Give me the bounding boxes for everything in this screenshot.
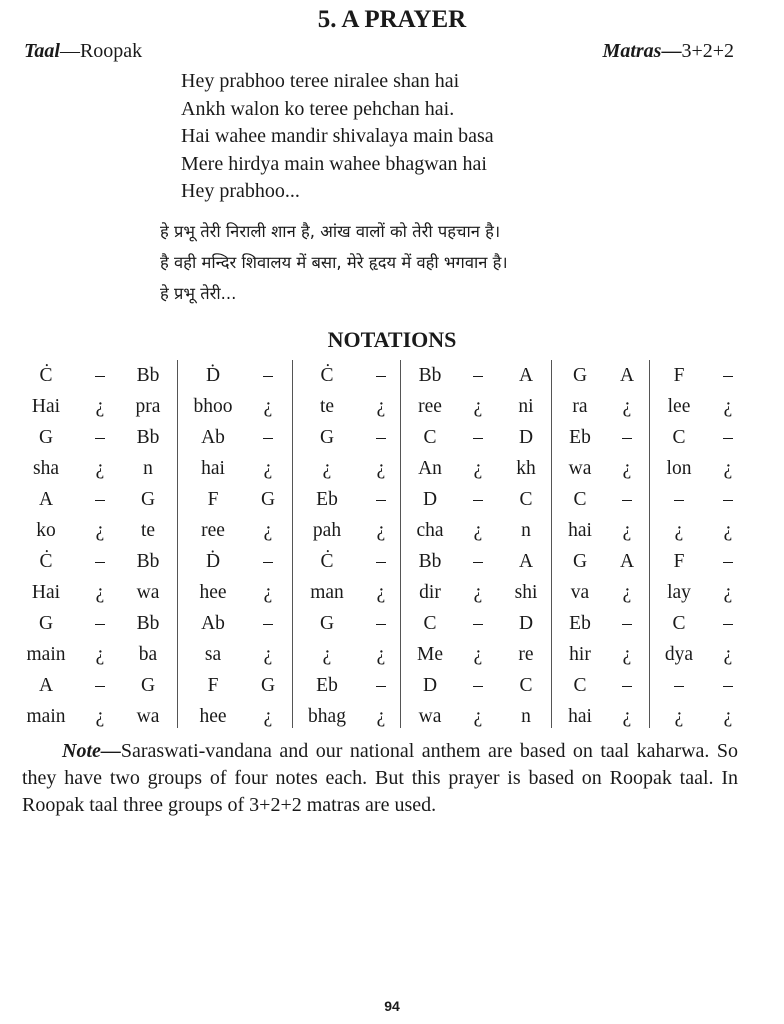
note-cell: Ḋ	[205, 551, 221, 572]
note-cell: –	[263, 427, 273, 448]
syllable-cell: ¿	[473, 582, 483, 603]
note-cell: –	[376, 551, 386, 572]
syllable-cell: main	[26, 644, 66, 665]
note-cell: Eb	[316, 489, 338, 510]
note-cell: F	[673, 551, 685, 572]
note-cell: –	[376, 427, 386, 448]
syllable-cell: man	[310, 582, 344, 603]
syllable-cell: ¿	[622, 396, 632, 417]
note-cell: Bb	[418, 551, 442, 572]
note-cell: –	[723, 489, 733, 510]
syllable-cell: ¿	[473, 458, 483, 479]
note-cell: –	[376, 365, 386, 386]
note-cell: C	[672, 427, 686, 448]
note-cell: –	[674, 489, 684, 510]
lyric-line: Hai wahee mandir shivalaya main basa	[181, 125, 494, 147]
syllable-cell: ¿	[723, 458, 733, 479]
note-cell: G	[572, 365, 588, 386]
note-cell: –	[263, 365, 273, 386]
page-title: 5. A PRAYER	[317, 6, 467, 33]
note-cell: G	[319, 427, 335, 448]
syllable-cell: ¿	[622, 520, 632, 541]
syllable-cell: main	[26, 706, 66, 727]
note-cell: C	[672, 613, 686, 634]
note-cell: Bb	[136, 613, 160, 634]
note-cell: A	[38, 675, 54, 696]
syllable-cell: pra	[135, 396, 161, 417]
syllable-cell: wa	[568, 458, 592, 479]
syllable-cell: n	[521, 520, 531, 541]
syllable-cell: ¿	[376, 706, 386, 727]
syllable-cell: ¿	[95, 396, 105, 417]
note-cell: –	[473, 365, 483, 386]
note-cell: –	[95, 551, 105, 572]
syllable-cell: ¿	[263, 458, 273, 479]
syllable-cell: te	[319, 396, 335, 417]
syllable-cell: hee	[199, 706, 227, 727]
syllable-cell: ¿	[622, 458, 632, 479]
note-cell: G	[140, 489, 156, 510]
syllable-cell: lee	[667, 396, 691, 417]
note-cell: C	[573, 489, 587, 510]
note-cell: –	[473, 551, 483, 572]
taal-value: Roopak	[79, 40, 143, 62]
syllable-cell: wa	[136, 582, 160, 603]
note-cell: A	[518, 551, 534, 572]
note-cell: G	[140, 675, 156, 696]
note-cell: –	[622, 613, 632, 634]
note-cell: –	[674, 675, 684, 696]
syllable-cell: hee	[199, 582, 227, 603]
syllable-cell: ¿	[473, 644, 483, 665]
syllable-cell: ¿	[376, 458, 386, 479]
note-cell: D	[518, 613, 534, 634]
syllable-cell: ¿	[263, 644, 273, 665]
syllable-cell: ¿	[95, 582, 105, 603]
syllable-cell: ¿	[376, 396, 386, 417]
syllable-cell: ¿	[376, 520, 386, 541]
note-cell: –	[473, 613, 483, 634]
syllable-cell: shi	[514, 582, 538, 603]
note-cell: Eb	[569, 427, 591, 448]
syllable-cell: Hai	[31, 582, 61, 603]
syllable-cell: Me	[417, 644, 443, 665]
syllable-cell: ba	[138, 644, 158, 665]
lyrics-hindi	[160, 216, 508, 309]
syllable-cell: n	[143, 458, 153, 479]
syllable-cell: lon	[666, 458, 692, 479]
note-cell: Ċ	[320, 365, 334, 386]
note-cell: Ab	[201, 613, 225, 634]
note-cell: –	[723, 613, 733, 634]
syllable-cell: ¿	[376, 582, 386, 603]
note-cell: Ċ	[320, 551, 334, 572]
note-cell: Bb	[136, 427, 160, 448]
note-cell: –	[622, 427, 632, 448]
syllable-cell: re	[518, 644, 534, 665]
lyric-line: Mere hirdya main wahee bhagwan hai	[181, 152, 487, 175]
note-cell: –	[622, 489, 632, 510]
syllable-cell: sa	[204, 644, 222, 665]
note-cell: G	[319, 613, 335, 634]
matras-label	[603, 40, 734, 63]
note-cell: –	[263, 613, 273, 634]
syllable-cell: ¿	[95, 458, 105, 479]
syllable-cell: ¿	[622, 706, 632, 727]
syllable-cell: bhoo	[193, 396, 233, 417]
note-cell: A	[619, 551, 635, 572]
note-cell: –	[376, 489, 386, 510]
note-cell: –	[95, 489, 105, 510]
note-paragraph	[22, 738, 738, 819]
lyrics-english	[181, 68, 494, 206]
syllable-cell: lay	[667, 582, 691, 603]
syllable-cell: ree	[201, 520, 225, 541]
syllable-cell: bhag	[308, 706, 346, 727]
note-cell: G	[38, 427, 54, 448]
syllable-cell: ¿	[263, 520, 273, 541]
note-cell: –	[622, 675, 632, 696]
note-cell: D	[422, 489, 438, 510]
syllable-cell: ree	[418, 396, 442, 417]
syllable-cell: ¿	[322, 644, 332, 665]
syllable-cell: ¿	[674, 706, 684, 727]
note-cell: –	[473, 489, 483, 510]
notations-heading: NOTATIONS	[327, 327, 457, 352]
syllable-cell: ¿	[376, 644, 386, 665]
syllable-cell: pah	[312, 520, 342, 541]
note-cell: Eb	[569, 613, 591, 634]
note-cell: C	[519, 489, 533, 510]
taal-sep: —	[59, 40, 80, 62]
note-cell: –	[723, 365, 733, 386]
notation-table	[0, 360, 784, 730]
note-cell: A	[38, 489, 54, 510]
syllable-cell: ¿	[95, 520, 105, 541]
note-cell: Ċ	[39, 365, 53, 386]
syllable-cell: ¿	[263, 706, 273, 727]
note-cell: –	[95, 675, 105, 696]
syllable-cell: ¿	[723, 582, 733, 603]
syllable-cell: ni	[518, 396, 534, 417]
taal-key: Taal	[24, 40, 60, 62]
note-cell: F	[207, 489, 219, 510]
syllable-cell: ¿	[263, 582, 273, 603]
page-number: 94	[384, 998, 400, 1014]
syllable-cell: ¿	[723, 396, 733, 417]
syllable-cell: te	[140, 520, 156, 541]
note-cell: C	[423, 613, 437, 634]
note-cell: –	[376, 675, 386, 696]
hindi-line: हे प्रभू तेरी निराली शान है, आंख वालों को तेरी पहचान है।	[160, 222, 501, 241]
syllable-cell: va	[570, 582, 590, 603]
note-cell: –	[723, 551, 733, 572]
note-cell: Ab	[201, 427, 225, 448]
syllable-cell: ¿	[95, 644, 105, 665]
taal-label	[24, 40, 142, 63]
note-cell: Bb	[418, 365, 442, 386]
syllable-cell: ¿	[723, 644, 733, 665]
syllable-cell: ¿	[322, 458, 332, 479]
lyric-line: Hey prabhoo teree niralee shan hai	[181, 70, 460, 92]
syllable-cell: hir	[569, 644, 591, 665]
syllable-cell: ¿	[473, 396, 483, 417]
syllable-cell: ¿	[723, 706, 733, 727]
note-cell: C	[573, 675, 587, 696]
syllable-cell: hai	[568, 706, 592, 727]
syllable-cell: ¿	[723, 520, 733, 541]
note-text: Saraswati-vandana and our national anthem are based on taal kaharwa. So they have two groups of four notes each. But this prayer is based on Roopak taal. In Roopak taal three groups of 3+2+2 matras are used.	[22, 740, 738, 816]
syllable-cell: Hai	[31, 396, 61, 417]
syllable-cell: ¿	[674, 520, 684, 541]
note-cell: G	[260, 675, 276, 696]
note-cell: –	[473, 675, 483, 696]
syllable-cell: hai	[568, 520, 592, 541]
note-cell: A	[518, 365, 534, 386]
note-cell: Eb	[316, 675, 338, 696]
note-cell: Bb	[136, 551, 160, 572]
note-cell: G	[38, 613, 54, 634]
syllable-cell: ¿	[622, 644, 632, 665]
syllable-cell: dya	[664, 644, 694, 665]
syllable-cell: ¿	[95, 706, 105, 727]
syllable-cell: wa	[418, 706, 442, 727]
syllable-cell: ra	[572, 396, 588, 417]
note-cell: –	[95, 365, 105, 386]
note-cell: –	[263, 551, 273, 572]
note-cell: Bb	[136, 365, 160, 386]
note-cell: G	[260, 489, 276, 510]
note-cell: –	[723, 675, 733, 696]
syllable-cell: dir	[419, 582, 441, 603]
hindi-line: है वही मन्दिर शिवालय में बसा, मेरे हृदय में वही भगवान है।	[160, 253, 508, 272]
syllable-cell: ko	[36, 520, 56, 541]
hindi-line: हे प्रभू तेरी...	[160, 284, 237, 303]
note-cell: G	[572, 551, 588, 572]
lyric-line: Hey prabhoo...	[181, 180, 300, 202]
syllable-cell: hai	[201, 458, 225, 479]
syllable-cell: sha	[33, 458, 59, 479]
note-cell: F	[673, 365, 685, 386]
note-cell: –	[723, 427, 733, 448]
note-cell: –	[376, 613, 386, 634]
note-cell: D	[422, 675, 438, 696]
note-cell: –	[95, 613, 105, 634]
syllable-cell: n	[521, 706, 531, 727]
note-cell: D	[518, 427, 534, 448]
syllable-cell: ¿	[473, 520, 483, 541]
note-cell: A	[619, 365, 635, 386]
note-cell: –	[473, 427, 483, 448]
matras-key: Matras	[602, 40, 662, 62]
syllable-cell: wa	[136, 706, 160, 727]
matras-sep: —	[661, 40, 682, 62]
syllable-cell: ¿	[263, 396, 273, 417]
note-cell: F	[207, 675, 219, 696]
note-cell: Ḋ	[205, 365, 221, 386]
syllable-cell: An	[418, 458, 442, 479]
note-cell: Ċ	[39, 551, 53, 572]
syllable-cell: ¿	[473, 706, 483, 727]
note-label: Note—	[62, 740, 121, 762]
syllable-cell: cha	[416, 520, 444, 541]
matras-value: 3+2+2	[681, 40, 734, 62]
syllable-cell: ¿	[622, 582, 632, 603]
note-cell: –	[95, 427, 105, 448]
note-cell: C	[423, 427, 437, 448]
note-cell: C	[519, 675, 533, 696]
syllable-cell: kh	[516, 458, 536, 479]
lyric-line: Ankh walon ko teree pehchan hai.	[181, 97, 455, 120]
